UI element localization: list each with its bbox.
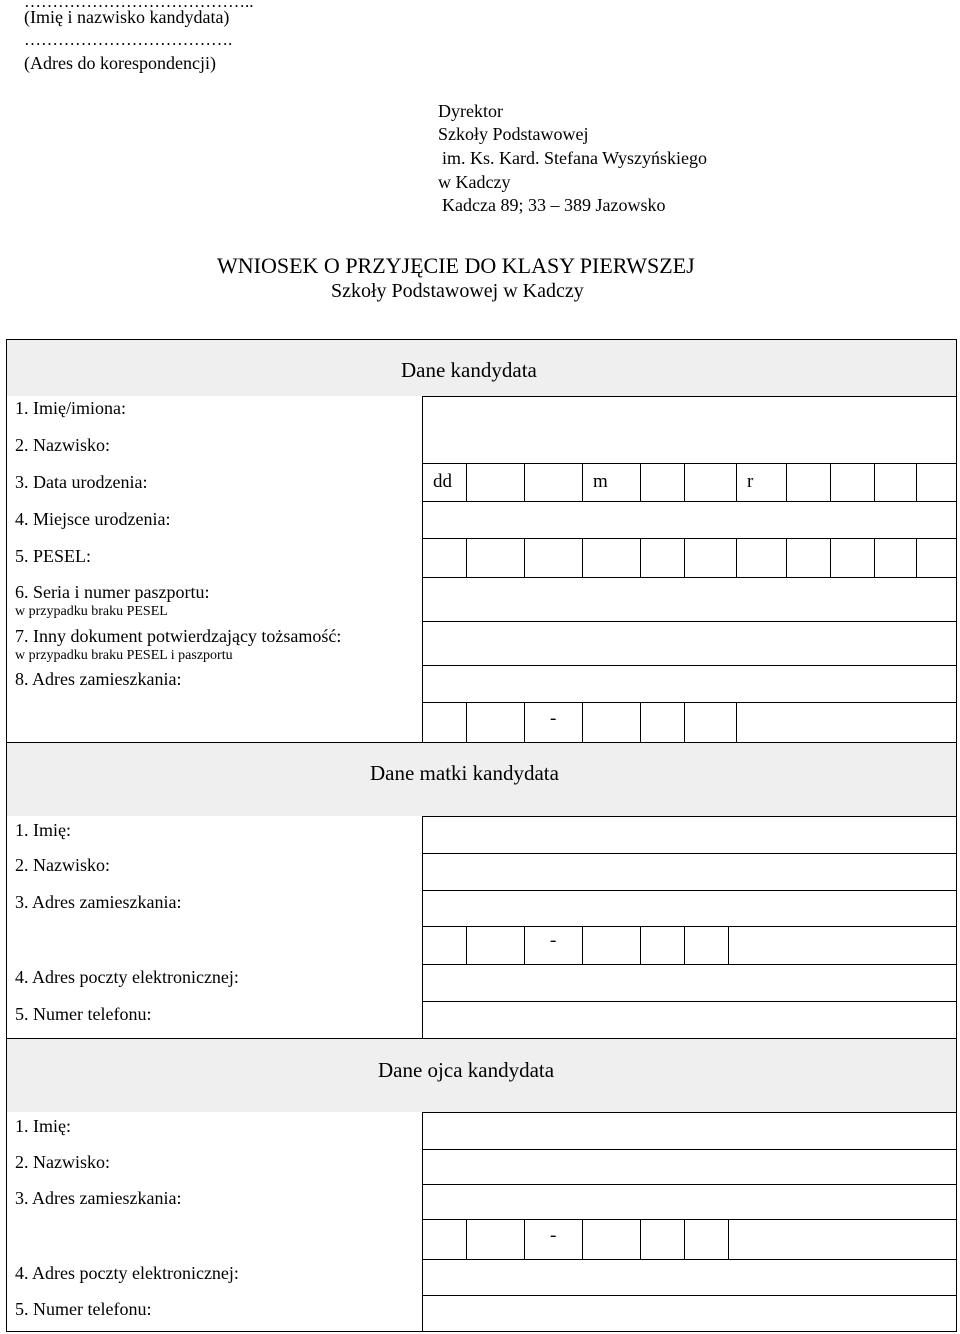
grid-line [422,964,957,965]
candidate-postal-dash: - [550,708,557,729]
applicant-address-caption: (Adres do korespondencji) [24,53,216,73]
grid-line [830,463,831,501]
grid-line [422,926,957,927]
grid-line [422,816,423,1038]
grid-line [422,621,957,622]
grid-line [524,538,525,577]
candidate-pesel-label: 5. PESEL: [15,546,92,566]
grid-line [524,702,525,742]
document-subtitle: Szkoły Podstawowej w Kadczy [331,280,584,302]
grid-line [786,463,787,501]
grid-line [640,702,641,742]
candidate-section-bottom [6,742,957,743]
grid-line [640,926,641,964]
grid-line [422,1259,957,1260]
candidate-address-label: 8. Adres zamieszkania: [15,669,182,689]
mother-email-label: 4. Adres poczty elektronicznej: [15,967,239,987]
grid-line [640,1219,641,1259]
grid-line [640,463,641,501]
table-bottom-border [6,1331,957,1332]
candidate-passport-note: w przypadku braku PESEL [15,604,168,619]
grid-line [684,538,685,577]
mother-address-label: 3. Adres zamieszkania: [15,892,182,912]
grid-line [466,538,467,577]
father-email-label: 4. Adres poczty elektronicznej: [15,1263,239,1283]
mother-postal-dash: - [550,930,557,951]
grid-line [786,538,787,577]
grid-line [728,926,729,964]
grid-line [582,702,583,742]
grid-line [422,501,957,502]
father-address-label: 3. Adres zamieszkania: [15,1188,182,1208]
grid-line [422,702,957,703]
grid-line [736,702,737,742]
grid-line [422,463,957,464]
grid-line [582,1219,583,1259]
grid-line [422,890,957,891]
table-right-border [956,339,957,1331]
addressee-line-3: im. Ks. Kard. Stefana Wyszyńskiego [442,148,708,168]
candidate-surname-label: 2. Nazwisko: [15,435,110,455]
grid-line [684,463,685,501]
candidate-birth-place-label: 4. Miejsce urodzenia: [15,509,171,529]
document-title: WNIOSEK O PRZYJĘCIE DO KLASY PIERWSZEJ [217,253,695,278]
grid-line [684,926,685,964]
grid-line [830,538,831,577]
grid-line [736,463,737,501]
addressee-line-2: Szkoły Podstawowej [438,124,589,144]
grid-line [874,463,875,501]
birth-date-day-hint: dd [433,471,452,492]
grid-line [422,1112,423,1331]
grid-line [422,1001,957,1002]
grid-line [422,665,957,666]
applicant-address-dots: ………………………………. [24,30,233,49]
grid-line [640,538,641,577]
grid-line [422,1219,957,1220]
candidate-birth-date-label: 3. Data urodzenia: [15,472,148,492]
grid-line [422,1295,957,1296]
grid-line [524,1219,525,1259]
applicant-name-dots: ………………………………….. [24,0,254,11]
grid-line [684,702,685,742]
grid-line [524,926,525,964]
grid-line [582,463,583,501]
birth-date-year-hint: r [747,471,754,492]
father-postal-dash: - [550,1225,557,1246]
grid-line [422,396,423,742]
grid-line [916,463,917,501]
candidate-first-names-label: 1. Imię/imiona: [15,398,126,418]
father-surname-label: 2. Nazwisko: [15,1152,110,1172]
grid-line [466,463,467,501]
table-top-border [6,339,957,340]
grid-line [422,1149,957,1150]
candidate-other-doc-note: w przypadku braku PESEL i paszportu [15,648,233,663]
grid-line [466,926,467,964]
grid-line [524,463,525,501]
grid-line [736,538,737,577]
grid-line [728,1219,729,1259]
candidate-other-doc-label: 7. Inny dokument potwierdzający tożsamość: [15,626,342,646]
grid-line [582,538,583,577]
birth-date-month-hint: m [593,471,608,492]
applicant-name-caption: (Imię i nazwisko kandydata) [24,7,230,27]
grid-line [422,396,957,397]
grid-line [422,577,957,578]
grid-line [466,1219,467,1259]
grid-line [466,702,467,742]
father-section-heading: Dane ojca kandydata [378,1058,555,1082]
addressee-line-1: Dyrektor [438,101,503,121]
table-left-border [6,339,7,1331]
grid-line [422,853,957,854]
mother-surname-label: 2. Nazwisko: [15,855,110,875]
grid-line [422,1112,957,1113]
father-first-name-label: 1. Imię: [15,1116,71,1136]
addressee-line-4: w Kadczy [438,172,511,192]
grid-line [422,538,957,539]
candidate-passport-label: 6. Seria i numer paszportu: [15,582,210,602]
mother-phone-label: 5. Numer telefonu: [15,1004,152,1024]
grid-line [916,538,917,577]
grid-line [422,816,957,817]
father-phone-label: 5. Numer telefonu: [15,1299,152,1319]
mother-first-name-label: 1. Imię: [15,820,71,840]
candidate-section-heading: Dane kandydata [401,358,537,382]
grid-line [684,1219,685,1259]
grid-line [582,926,583,964]
grid-line [874,538,875,577]
grid-line [422,1184,957,1185]
addressee-line-5: Kadcza 89; 33 – 389 Jazowsko [442,195,666,215]
mother-section-bottom [6,1038,957,1039]
mother-section-heading: Dane matki kandydata [370,761,559,785]
